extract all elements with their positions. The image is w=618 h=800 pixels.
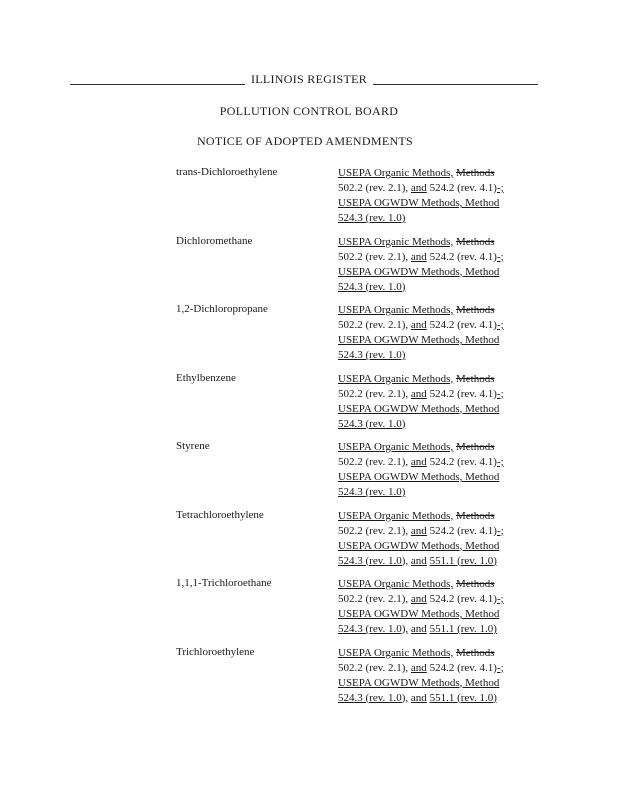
method-line-4: 524.3 (rev. 1.0), and 551.1 (rev. 1.0) [338,554,497,567]
method-line-2: 502.2 (rev. 2.1), and 524.2 (rev. 4.1)-; [338,456,504,468]
method-line-1: USEPA Organic Methods, Methods [338,372,495,385]
method-line-3: USEPA OGWDW Methods, Method [338,265,500,278]
chemical-entry [0,303,618,372]
method-line-1: USEPA Organic Methods, Methods [338,509,495,522]
method-list [338,303,538,363]
chemical-list [0,166,618,714]
method-line-3: USEPA OGWDW Methods, Method [338,402,500,415]
method-list [338,372,538,432]
board-title: POLLUTION CONTROL BOARD [219,104,399,118]
chemical-entry [0,440,618,509]
method-list [338,440,538,500]
method-line-3: USEPA OGWDW Methods, Method [338,676,500,689]
method-list [338,577,538,637]
method-list [338,235,538,295]
method-line-1: USEPA Organic Methods, Methods [338,167,495,179]
method-line-1: USEPA Organic Methods, Methods [338,441,495,453]
method-line-4: 524.3 (rev. 1.0) [338,349,406,361]
method-line-2: 502.2 (rev. 2.1), and 524.2 (rev. 4.1)-; [338,250,504,263]
chemical-entry [0,577,618,646]
register-title: ILLINOIS REGISTER [0,72,618,87]
method-list [338,509,538,569]
method-line-2: 502.2 (rev. 2.1), and 524.2 (rev. 4.1)-; [338,524,504,537]
chemical-entry [0,372,618,441]
method-line-3: USEPA OGWDW Methods, Method [338,471,500,483]
chemical-entry [0,509,618,578]
method-line-1: USEPA Organic Methods, Methods [338,578,495,590]
chemical-name: Ethylbenzene [176,371,236,384]
chemical-name: Styrene [176,440,210,452]
method-line-1: USEPA Organic Methods, Methods [338,304,495,316]
chemical-name: 1,2-Dichloropropane [176,303,268,315]
method-line-4: 524.3 (rev. 1.0) [338,212,406,224]
method-line-3: USEPA OGWDW Methods, Method [338,334,500,346]
chemical-entry [0,166,618,235]
method-line-2: 502.2 (rev. 2.1), and 524.2 (rev. 4.1)-; [338,593,504,605]
method-line-2: 502.2 (rev. 2.1), and 524.2 (rev. 4.1)-; [338,182,504,194]
method-line-2: 502.2 (rev. 2.1), and 524.2 (rev. 4.1)-; [338,319,504,331]
method-list [338,166,538,226]
method-line-2: 502.2 (rev. 2.1), and 524.2 (rev. 4.1)-; [338,387,504,400]
chemical-entry [0,646,618,715]
method-line-3: USEPA OGWDW Methods, Method [338,608,500,620]
method-line-2: 502.2 (rev. 2.1), and 524.2 (rev. 4.1)-; [338,661,504,674]
chemical-name: trans-Dichloroethylene [176,166,278,178]
chemical-entry [0,235,618,304]
chemical-name: Dichloromethane [176,234,253,247]
method-line-1: USEPA Organic Methods, Methods [338,646,495,659]
method-line-3: USEPA OGWDW Methods, Method [338,197,500,209]
method-line-4: 524.3 (rev. 1.0), and 551.1 (rev. 1.0) [338,623,497,635]
notice-title: NOTICE OF ADOPTED AMENDMENTS [196,134,414,148]
method-line-4: 524.3 (rev. 1.0) [338,280,406,293]
chemical-name: Tetrachloroethylene [176,508,264,521]
chemical-name: Trichloroethylene [176,645,255,658]
method-line-1: USEPA Organic Methods, Methods [338,235,495,248]
method-line-4: 524.3 (rev. 1.0) [338,417,406,430]
method-line-4: 524.3 (rev. 1.0) [338,486,406,498]
method-line-3: USEPA OGWDW Methods, Method [338,539,500,552]
method-line-4: 524.3 (rev. 1.0), and 551.1 (rev. 1.0) [338,691,497,704]
chemical-name: 1,1,1-Trichloroethane [176,577,272,589]
method-list [338,646,538,706]
